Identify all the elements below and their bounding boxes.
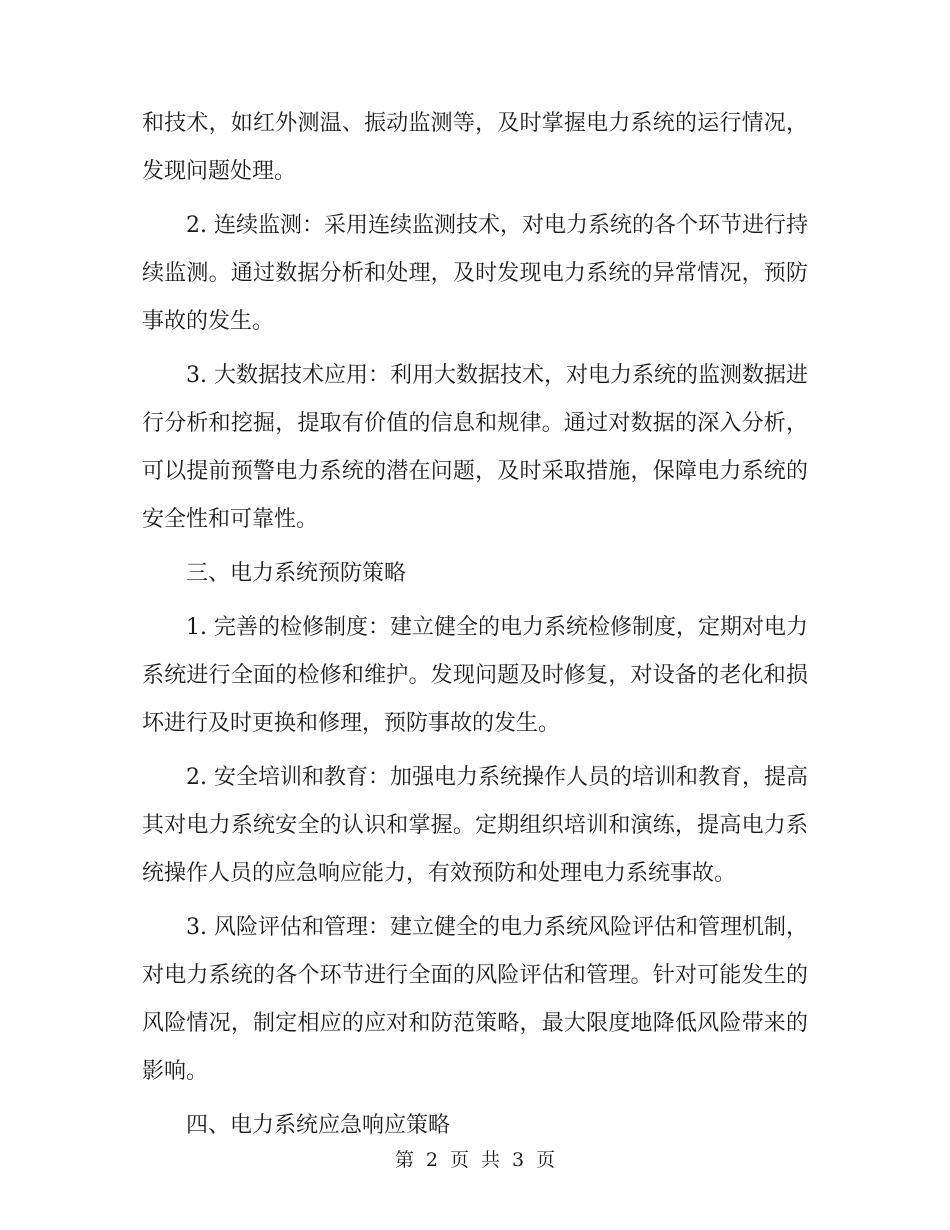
page-footer: 第 2 页 共 3 页 xyxy=(394,1149,556,1171)
paragraph-continuous-monitoring: 2. 连续监测：采用连续监测技术，对电力系统的各个环节进行持续监测。通过数据分析和处理，及时发现电力系统的异常情况，预防事故的发生。 xyxy=(142,213,808,334)
section-heading-emergency-response: 四、电力系统应急响应策略 xyxy=(186,1113,451,1138)
paragraph-big-data-application: 3. 大数据技术应用：利用大数据技术，对电力系统的监测数据进行分析和挖掘，提取有价值的信息和规律。通过对数据的深入分析，可以提前预警电力系统的潜在问题，及时采取措施，保障电力系统的安全性和可靠性。 xyxy=(142,363,808,532)
paragraph-safety-training: 2. 安全培训和教育：加强电力系统操作人员的培训和教育，提高其对电力系统安全的认识和掌握。定期组织培训和演练，提高电力系统操作人员的应急响应能力，有效预防和处理电力系统事故。 xyxy=(142,765,808,886)
section-heading-prevention: 三、电力系统预防策略 xyxy=(186,561,407,586)
document-body xyxy=(142,100,808,1150)
paragraph-risk-assessment: 3. 风险评估和管理：建立健全的电力系统风险评估和管理机制，对电力系统的各个环节进行全面的风险评估和管理。针对可能发生的风险情况，制定相应的应对和防范策略，最大限度地降低风险带来的影响。 xyxy=(142,915,808,1084)
paragraph-maintenance-system: 1. 完善的检修制度：建立健全的电力系统检修制度，定期对电力系统进行全面的检修和维护。发现问题及时修复，对设备的老化和损坏进行及时更换和修理，预防事故的发生。 xyxy=(142,615,808,736)
paragraph-continuation: 和技术，如红外测温、振动监测等，及时掌握电力系统的运行情况，发现问题处理。 xyxy=(142,111,808,184)
